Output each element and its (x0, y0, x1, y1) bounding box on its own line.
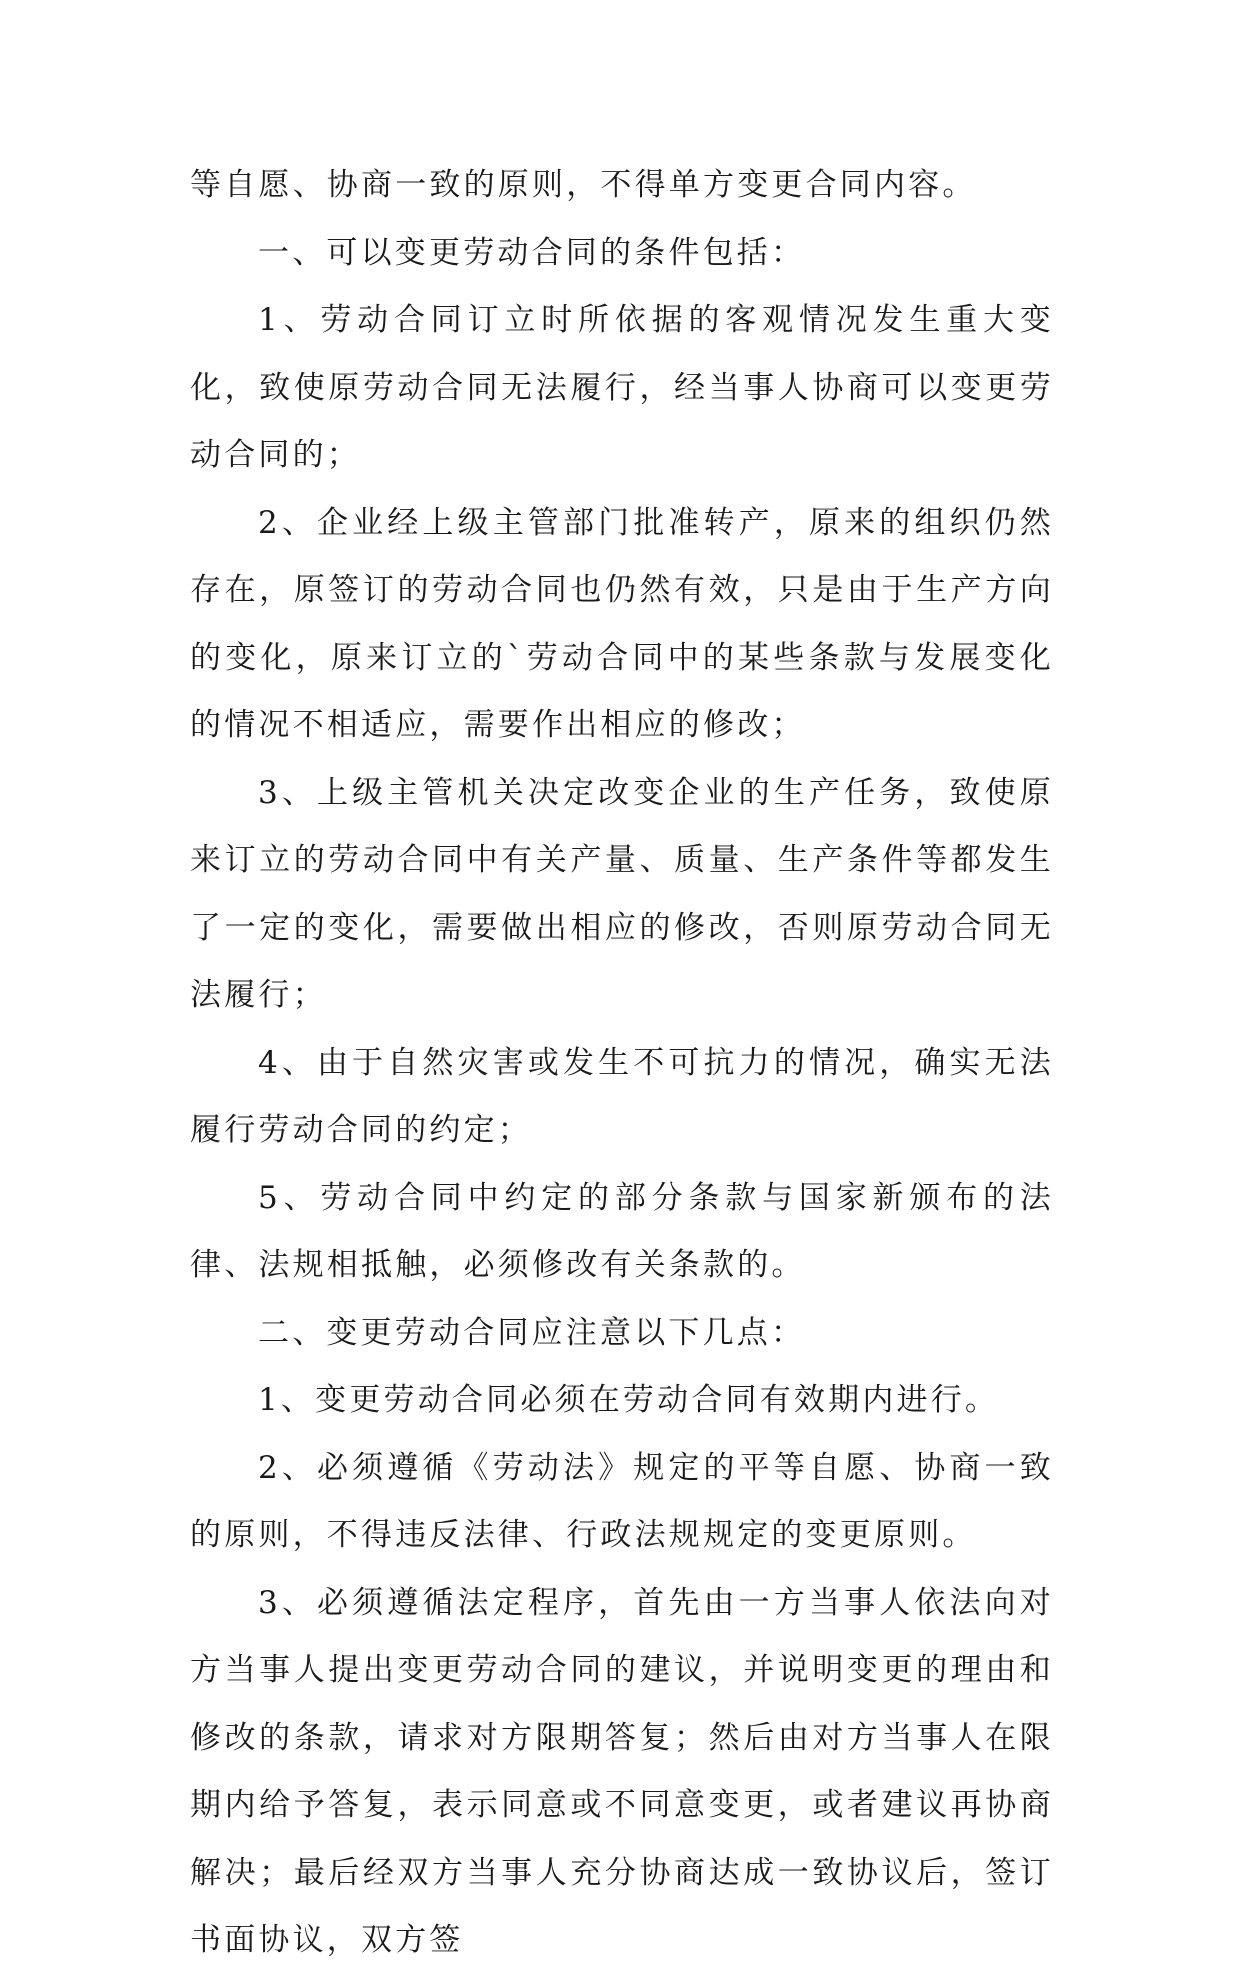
document-body (190, 152, 1054, 1975)
section-heading-conditions: 一、可以变更劳动合同的条件包括： (258, 234, 806, 271)
note-item-3: 3、必须遵循法定程序，首先由一方当事人依法向对方当事人提出变更劳动合同的建议，并说明变更的理由和修改的条款，请求对方限期答复；然后由对方当事人在限期内给予答复，表示同意或不同意变更，或者建议再协商解决；最后经双方当事人充分协商达成一致协议后，签订书面协议，双方签 (190, 1584, 1054, 1958)
note-item-2: 2、必须遵循《劳动法》规定的平等自愿、协商一致的原则，不得违反法律、行政法规规定的变更原则。 (190, 1449, 1054, 1553)
condition-item-1: 1、劳动合同订立时所依据的客观情况发生重大变化，致使原劳动合同无法履行，经当事人协商可以变更劳动合同的； (190, 302, 1054, 473)
note-item-1: 1、变更劳动合同必须在劳动合同有效期内进行。 (258, 1382, 1000, 1418)
section-heading-notes: 二、变更劳动合同应注意以下几点： (258, 1314, 806, 1351)
condition-item-3: 3、上级主管机关决定改变企业的生产任务，致使原来订立的劳动合同中有关产量、质量、生产条件等都发生了一定的变化，需要做出相应的修改，否则原劳动合同无法履行； (190, 774, 1054, 1013)
condition-item-2: 2、企业经上级主管部门批准转产，原来的组织仍然存在，原签订的劳动合同也仍然有效，只是由于生产方向的变化，原来订立的`劳动合同中的某些条款与发展变化的情况不相适应，需要作出相应的修改； (190, 504, 1054, 743)
condition-item-4: 4、由于自然灾害或发生不可抗力的情况，确实无法履行劳动合同的约定； (190, 1044, 1054, 1148)
paragraph-continuation: 等自愿、协商一致的原则，不得单方变更合同内容。 (190, 167, 977, 203)
condition-item-5: 5、劳动合同中约定的部分条款与国家新颁布的法律、法规相抵触，必须修改有关条款的。 (190, 1179, 1054, 1283)
